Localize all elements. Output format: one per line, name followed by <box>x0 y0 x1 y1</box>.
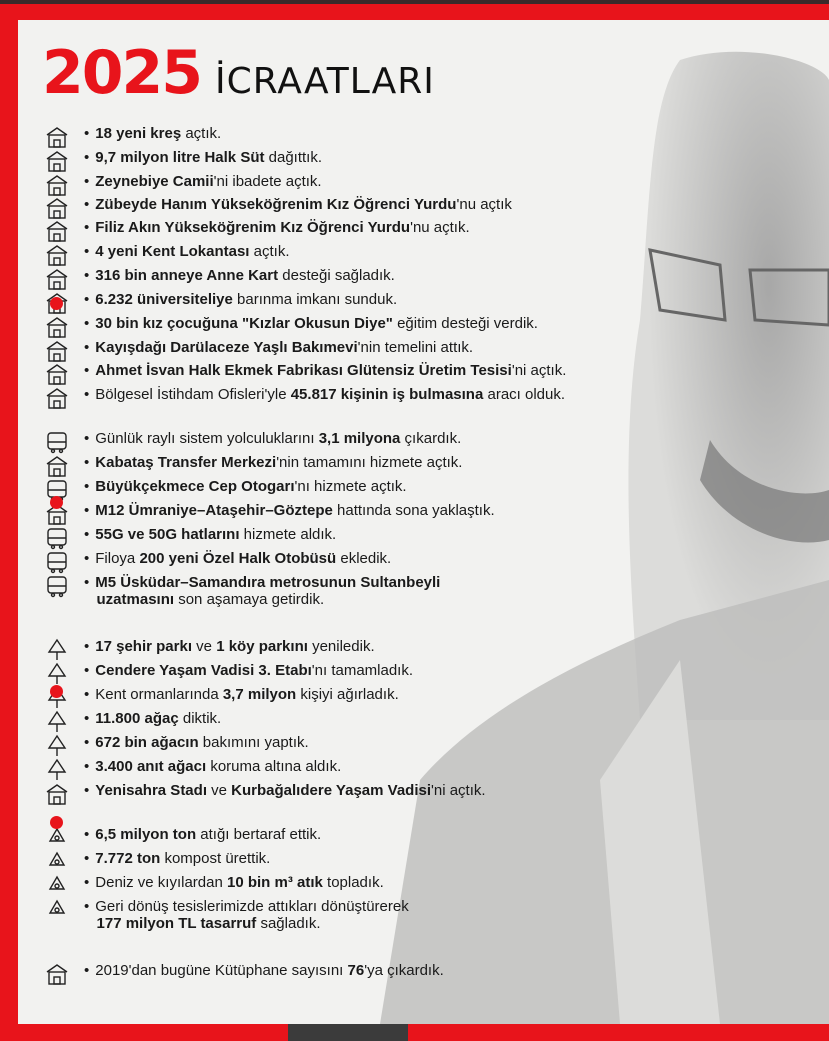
monument-tree-icon <box>40 758 74 782</box>
bottom-dark-tab <box>288 1024 408 1041</box>
dormitory-icon <box>40 196 74 220</box>
list-item <box>40 782 486 806</box>
list-item-text: • 18 yeni kreş açtık. <box>84 125 222 142</box>
tunnel-icon <box>40 526 74 550</box>
list-item-text: • 6,5 milyon ton atığı bertaraf ettik. <box>84 826 322 843</box>
list-item-text: • Zeynebiye Camii'ni ibadete açtık. <box>84 173 322 190</box>
metro-icon <box>40 574 74 598</box>
list-item <box>40 826 321 850</box>
mosque-icon <box>40 173 74 197</box>
list-item-text: • 55G ve 50G hatlarını hizmete aldık. <box>84 526 337 543</box>
list-item <box>40 362 566 386</box>
list-item-text: • Bölgesel İstihdam Ofisleri'yle 45.817 kişinin iş bulmasına aracı olduk. <box>84 386 566 403</box>
list-item-text: • Kayışdağı Darülaceze Yaşlı Bakımevi'nin temelini attık. <box>84 339 474 356</box>
list-item-text: • 3.400 anıt ağacı koruma altına aldık. <box>84 758 342 775</box>
list-item-text: • Zübeyde Hanım Yükseköğrenim Kız Öğrenci Yurdu'nu açtık <box>84 196 512 213</box>
list-item <box>40 962 444 986</box>
list-item <box>40 850 270 874</box>
list-item-text: • Günlük raylı sistem yolculuklarını 3,1 milyona çıkardık. <box>84 430 462 447</box>
tree-care-icon <box>40 734 74 758</box>
list-item <box>40 758 341 782</box>
list-item <box>40 638 375 662</box>
list-item <box>40 662 413 686</box>
list-item <box>40 710 221 734</box>
library-icon <box>40 962 74 986</box>
list-item-text: • Cendere Yaşam Vadisi 3. Etabı'nı tamamladık. <box>84 662 414 679</box>
list-item-text: • 17 şehir parkı ve 1 köy parkını yeniledik. <box>84 638 375 655</box>
list-item-text: • Büyükçekmece Cep Otogarı'nı hizmete açtık. <box>84 478 407 495</box>
list-item <box>40 430 461 454</box>
house-icon <box>40 315 74 339</box>
list-item-text: • 2019'dan bugüne Kütüphane sayısını 76'ya çıkardık. <box>84 962 444 979</box>
list-item <box>40 898 409 932</box>
list-item <box>40 478 407 502</box>
list-item <box>40 874 384 898</box>
bakery-icon <box>40 362 74 386</box>
list-item-text: • Kabataş Transfer Merkezi'nin tamamını hizmete açtık. <box>84 454 463 471</box>
list-item <box>40 196 512 220</box>
list-item-text: • Kent ormanlarında 3,7 milyon kişiyi ağırladık. <box>84 686 399 703</box>
list-item <box>40 526 336 550</box>
office-icon <box>40 386 74 410</box>
list-item <box>40 502 495 526</box>
list-item <box>40 574 440 608</box>
list-item-text: • 6.232 üniversiteliye barınma imkanı sunduk. <box>84 291 398 308</box>
list-item-text: • Filiz Akın Yükseköğrenim Kız Öğrenci Yurdu'nu açtık. <box>84 219 470 236</box>
section-divider-dot <box>50 685 63 698</box>
trees-icon <box>40 710 74 734</box>
waste-icon <box>40 826 74 850</box>
list-item <box>40 291 397 315</box>
list-item-text: • Filoya 200 yeni Özel Halk Otobüsü ekledik. <box>84 550 392 567</box>
list-item <box>40 339 473 363</box>
list-item-text: • Ahmet İsvan Halk Ekmek Fabrikası Glütensiz Üretim Tesisi'ni açtık. <box>84 362 567 379</box>
list-item <box>40 550 391 574</box>
title-heading: İCRAATLARI <box>215 61 435 102</box>
list-item-text: • Geri dönüş tesislerimizde attıkları dönüştürerek 177 milyon TL tasarruf sağladık. <box>84 898 409 932</box>
list-item-text: • M5 Üsküdar–Samandıra metrosunun Sultanbeyli uzatmasını son aşamaya getirdik. <box>84 574 441 608</box>
list-item <box>40 315 538 339</box>
list-item-text: • 9,7 milyon litre Halk Süt dağıttık. <box>84 149 323 166</box>
left-frame-bar <box>0 0 18 1041</box>
list-item <box>40 125 221 149</box>
valley-icon <box>40 662 74 686</box>
wheelbarrow-icon <box>40 638 74 662</box>
list-item <box>40 686 399 710</box>
list-item-text: • M12 Ümraniye–Ataşehir–Göztepe hattında sona yaklaştık. <box>84 502 495 519</box>
page-title <box>42 38 435 108</box>
section-divider-dot <box>50 816 63 829</box>
building-icon <box>40 267 74 291</box>
recycle-icon <box>40 898 74 922</box>
list-item <box>40 173 322 197</box>
list-item <box>40 219 470 243</box>
section-divider-dot <box>50 297 63 310</box>
list-item-text: • Deniz ve kıyılardan 10 bin m³ atık topladık. <box>84 874 384 891</box>
list-item-text: • 7.772 ton kompost ürettik. <box>84 850 271 867</box>
list-item <box>40 454 462 478</box>
list-item <box>40 243 290 267</box>
dormitory-icon <box>40 219 74 243</box>
list-item-text: • 30 bin kız çocuğuna "Kızlar Okusun Diye" eğitim desteği verdik. <box>84 315 538 332</box>
list-item-text: • Yenisahra Stadı ve Kurbağalıdere Yaşam Vadisi'ni açtık. <box>84 782 486 799</box>
stadium-icon <box>40 782 74 806</box>
list-item-text: • 4 yeni Kent Lokantası açtık. <box>84 243 290 260</box>
rail-icon <box>40 430 74 454</box>
list-item-text: • 11.800 ağaç diktik. <box>84 710 222 727</box>
milk-icon <box>40 149 74 173</box>
bus-icon <box>40 550 74 574</box>
restaurant-icon <box>40 243 74 267</box>
school-icon <box>40 125 74 149</box>
title-year: 2025 <box>42 38 201 108</box>
list-item <box>40 734 309 758</box>
section-divider-dot <box>50 496 63 509</box>
transfer-icon <box>40 454 74 478</box>
list-item <box>40 267 395 291</box>
list-item <box>40 149 322 173</box>
sea-cleanup-icon <box>40 874 74 898</box>
compost-icon <box>40 850 74 874</box>
top-dark-strip <box>0 0 829 4</box>
list-item-text: • 316 bin anneye Anne Kart desteği sağladık. <box>84 267 395 284</box>
nursing-home-icon <box>40 339 74 363</box>
list-item <box>40 386 565 410</box>
list-item-text: • 672 bin ağacın bakımını yaptık. <box>84 734 309 751</box>
bottom-frame-bar <box>0 1024 829 1041</box>
